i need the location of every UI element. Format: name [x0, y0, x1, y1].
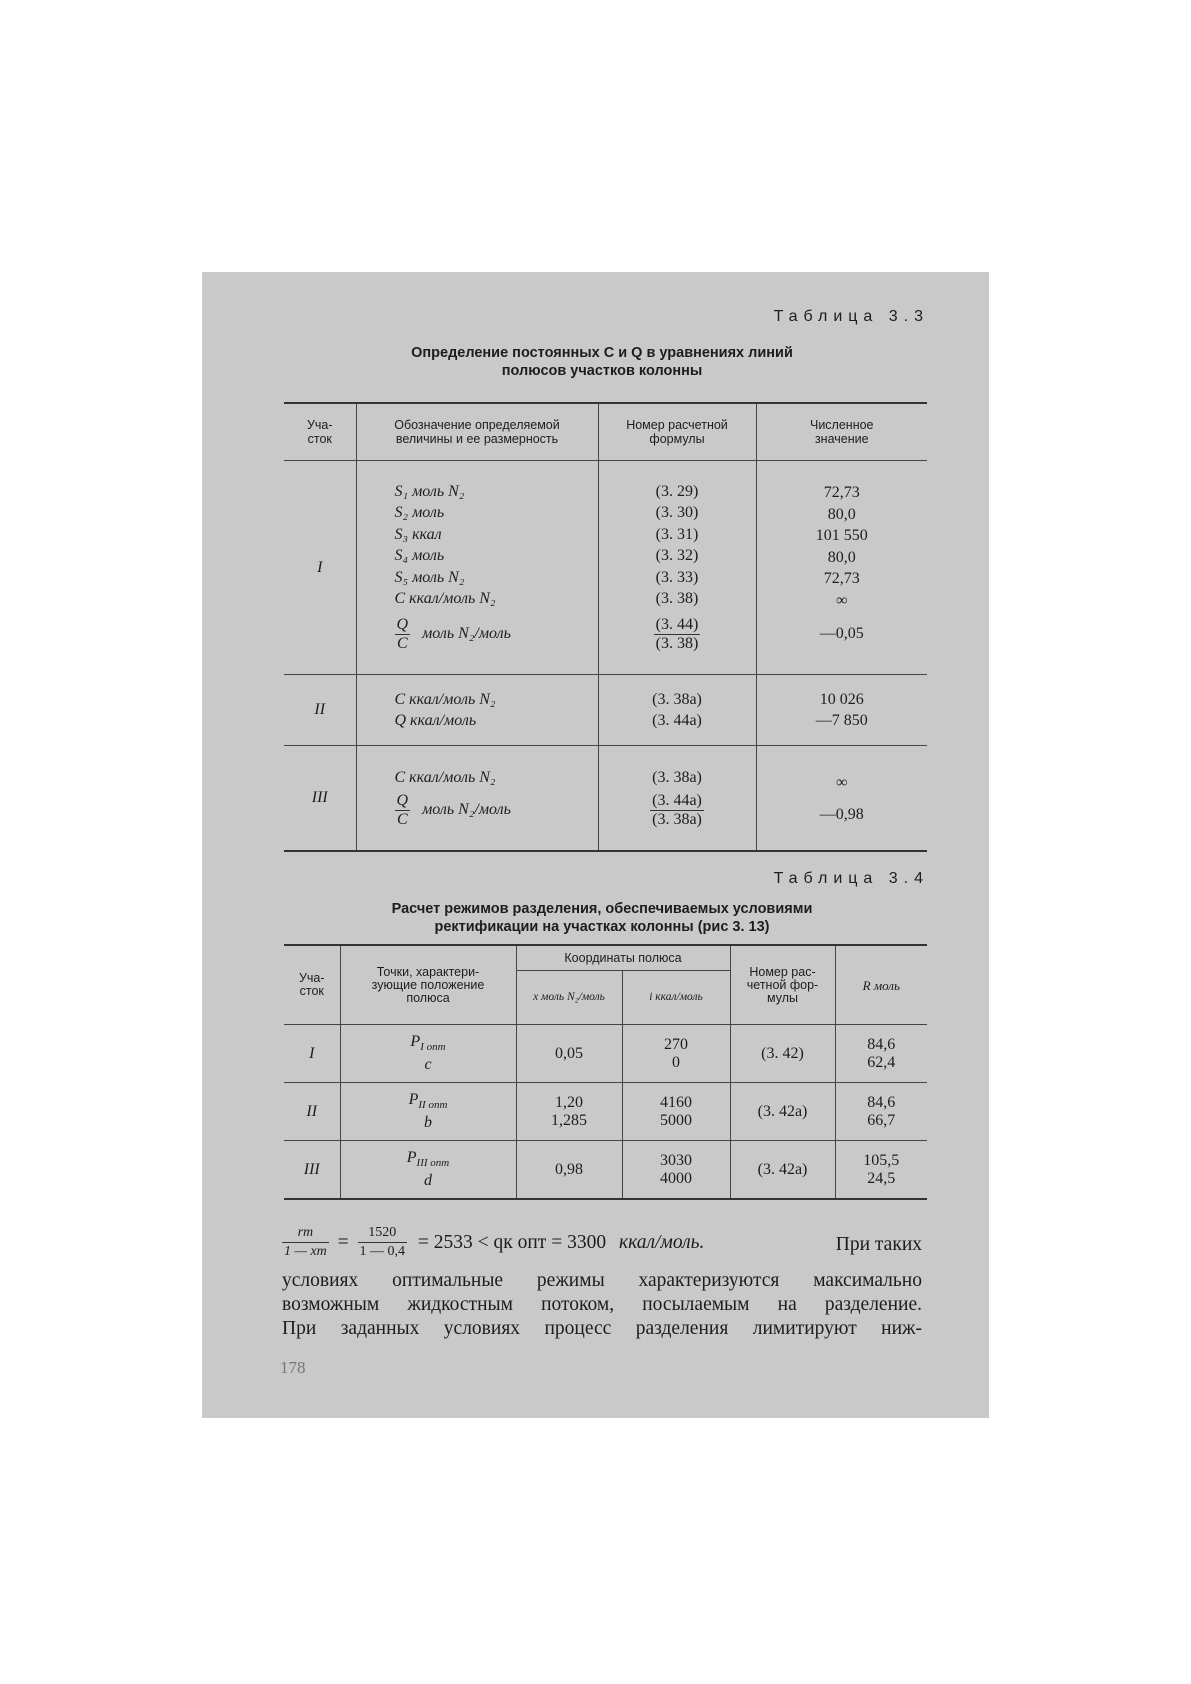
table-3-3-header	[284, 403, 927, 461]
header-value-line2: значение	[814, 432, 869, 446]
header-points-line3: полюса	[406, 990, 450, 1005]
header-quantity-line1: Обозначение определяемой	[394, 418, 560, 432]
table-row-group-ii	[284, 675, 927, 746]
header-value	[756, 403, 927, 461]
value-item: 80,0	[827, 505, 856, 523]
quantity-item: C ккал/моль N₂	[394, 768, 496, 786]
paragraph-line-3: При заданных условиях процесс разделения лимитируют ниж-	[282, 1318, 922, 1339]
pole-symbol: P	[406, 1148, 417, 1166]
i-values	[622, 1083, 730, 1141]
table-3-4-title-line1: Расчет режимов разделения, обеспечиваемых условиями	[391, 901, 813, 917]
header-quantity-line2: величины и ее размерность	[395, 432, 559, 446]
quantity-item: Q ккал/моль	[394, 712, 477, 729]
pole-point	[340, 1025, 516, 1083]
i-value: 4160	[660, 1093, 692, 1111]
i-value: 5000	[660, 1111, 692, 1129]
value-cell	[756, 461, 927, 675]
header-points	[340, 945, 516, 1025]
r-values	[835, 1141, 927, 1200]
i-values	[622, 1025, 730, 1083]
header-quantity	[356, 403, 598, 461]
paragraph-line-2: возможным жидкостным потоком, посылаемым на разделение.	[282, 1294, 922, 1315]
equation-fraction-1-num: rm	[282, 1224, 329, 1243]
formula-numerator: (3. 44)	[655, 615, 699, 633]
value-item: 80,0	[827, 548, 856, 566]
pole-subscript: II опт	[418, 1099, 448, 1112]
section-label: I	[284, 461, 356, 675]
section-label: II	[284, 1083, 340, 1141]
value-item: —7 850	[815, 712, 868, 729]
equation-rest: = 2533 < qк опт = 3300	[417, 1231, 607, 1253]
r-value: 62,4	[867, 1053, 896, 1071]
formula-denominator: (3. 38)	[655, 634, 699, 652]
header-formula-line1: Номер рас-	[749, 964, 816, 979]
quantity-item: S₄ моль	[394, 547, 445, 564]
header-r: R моль	[835, 945, 927, 1025]
section-label: III	[303, 1160, 320, 1178]
i-value: 270	[664, 1035, 688, 1053]
r-values	[835, 1083, 927, 1141]
value-item: 72,73	[823, 484, 860, 501]
equation-fraction-1	[282, 1224, 329, 1261]
formula-fraction	[654, 616, 701, 653]
pole-subscript: I опт	[420, 1041, 446, 1054]
pole-point	[340, 1141, 516, 1200]
value-fraction-row: —0,98	[819, 805, 864, 823]
fraction-unit: моль N₂/моль	[422, 624, 511, 642]
r-value: 24,5	[867, 1169, 896, 1187]
r-values	[835, 1025, 927, 1083]
value-cell	[756, 746, 927, 852]
equation-fraction-2-den: 1 — 0,4	[359, 1244, 406, 1259]
formula-item: (3. 30)	[655, 504, 699, 521]
table-row	[284, 1025, 927, 1083]
quantity-fraction-row	[395, 792, 598, 829]
quantity-item: C ккал/моль N₂	[394, 690, 496, 708]
pole-point-letter: d	[424, 1172, 432, 1190]
header-section	[284, 403, 356, 461]
value-item: 72,73	[823, 570, 860, 587]
header-section-line2: сток	[307, 432, 332, 446]
quantity-item: C ккал/моль N₂	[394, 590, 496, 607]
header-points-line1: Точки, характери-	[376, 964, 480, 979]
equation-fraction-2	[358, 1224, 408, 1261]
quantity-cell	[356, 746, 598, 852]
quantity-cell	[356, 461, 598, 675]
formula-number: (3. 42a)	[730, 1083, 835, 1141]
header-formula	[598, 403, 756, 461]
page-number: 178	[280, 1358, 306, 1377]
equation-fraction-1-den: 1 — xm	[284, 1244, 327, 1259]
quantity-fraction-row	[395, 616, 598, 653]
x-value: 0,98	[516, 1141, 622, 1200]
formula-item: (3. 31)	[655, 525, 699, 543]
table-row	[284, 1141, 927, 1200]
section-label: I	[284, 1025, 340, 1083]
value-item: ∞	[836, 774, 848, 792]
pole-subscript: III опт	[416, 1157, 450, 1170]
fraction-q-over-c	[395, 616, 411, 653]
header-x: x моль N₂/моль	[516, 971, 622, 1025]
paragraph-line-1: условиях оптимальные режимы характеризуются максимально	[282, 1270, 922, 1291]
equation-line	[282, 1224, 922, 1266]
formula-numerator: (3. 44a)	[652, 792, 702, 810]
header-value-line1: Численное	[809, 418, 874, 432]
formula-cell	[598, 461, 756, 675]
pole-symbol: P	[410, 1032, 421, 1050]
pole-symbol: P	[408, 1090, 419, 1108]
header-formula-line2: формулы	[649, 432, 705, 446]
i-values	[622, 1141, 730, 1200]
equation-equals: =	[337, 1231, 349, 1253]
x-values	[516, 1083, 622, 1141]
formula-fraction-row	[599, 792, 756, 829]
formula-item: (3. 33)	[655, 568, 699, 586]
table-3-3-title	[282, 344, 922, 380]
r-value: 84,6	[867, 1035, 896, 1053]
x-value: 0,05	[516, 1025, 622, 1083]
header-formula-line1: Номер расчетной	[626, 418, 728, 432]
header-formula-line2: четной фор-	[746, 977, 819, 992]
header-i: i ккал/моль	[622, 971, 730, 1025]
fraction-denominator: C	[396, 634, 408, 652]
fraction-q-over-c	[395, 792, 411, 829]
table-3-3	[284, 402, 927, 852]
table-3-4-header	[284, 945, 927, 971]
i-value: 0	[672, 1053, 680, 1071]
table-row-group-iii	[284, 746, 927, 852]
formula-cell	[598, 675, 756, 746]
header-formula-line3: мулы	[767, 990, 798, 1005]
quantity-cell	[356, 675, 598, 746]
value-item: 10 026	[819, 690, 864, 708]
table-3-4-title-line2: ректификации на участках колонны (рис 3. 13)	[434, 919, 770, 935]
fraction-denominator: C	[396, 811, 408, 829]
fraction-unit: моль N₂/моль	[422, 801, 511, 819]
formula-item: (3. 44a)	[652, 712, 702, 729]
quantity-item: S₅ моль N₂	[394, 568, 465, 586]
value-item: ∞	[836, 591, 848, 609]
header-formula	[730, 945, 835, 1025]
table-3-3-caption: Таблица 3.3	[773, 308, 929, 325]
value-fraction-row: —0,05	[819, 625, 864, 642]
formula-item: (3. 38a)	[652, 768, 702, 786]
formula-denominator: (3. 38a)	[652, 811, 702, 829]
formula-number: (3. 42)	[730, 1025, 835, 1083]
header-section	[284, 945, 340, 1025]
formula-item: (3. 38)	[655, 590, 699, 607]
table-3-3-title-line2: полюсов участков колонны	[501, 363, 703, 379]
fraction-numerator: Q	[396, 615, 409, 633]
x-value: 1,20	[555, 1093, 583, 1111]
table-3-3-title-line1: Определение постоянных C и Q в уравнениях линий	[411, 345, 793, 361]
fraction-numerator: Q	[396, 792, 409, 810]
table-3-4-title	[282, 900, 922, 936]
header-points-line2: зующие положение	[371, 977, 485, 992]
r-value: 84,6	[867, 1093, 896, 1111]
equation-unit: ккал/моль.	[618, 1231, 705, 1253]
formula-number: (3. 42a)	[730, 1141, 835, 1200]
quantity-item: S₂ моль	[394, 504, 445, 521]
header-section-line2: сток	[299, 984, 324, 998]
i-value: 4000	[660, 1169, 692, 1187]
quantity-item: S₁ моль N₂	[394, 482, 465, 500]
formula-cell	[598, 746, 756, 852]
formula-fraction-row	[599, 616, 756, 653]
section-label: II	[284, 675, 356, 746]
formula-fraction	[650, 792, 704, 829]
formula-item: (3. 32)	[655, 547, 699, 564]
table-3-4-caption: Таблица 3.4	[773, 870, 929, 887]
table-3-4	[284, 944, 927, 1200]
header-coordinates: Координаты полюса	[516, 945, 730, 971]
formula-item: (3. 29)	[655, 482, 699, 500]
r-value: 105,5	[863, 1151, 900, 1169]
pole-point	[340, 1083, 516, 1141]
pole-point-letter: b	[424, 1114, 432, 1132]
i-value: 3030	[660, 1151, 692, 1169]
formula-item: (3. 38a)	[652, 690, 702, 708]
section-label: III	[311, 789, 328, 806]
pole-point-letter: c	[424, 1056, 432, 1074]
table-row	[284, 1083, 927, 1141]
header-section-line1: Уча-	[306, 418, 333, 432]
header-section-line1: Уча-	[298, 971, 325, 985]
table-row-group-i	[284, 461, 927, 675]
value-item: 101 550	[815, 527, 868, 544]
value-cell	[756, 675, 927, 746]
scanned-page	[202, 272, 989, 1418]
equation-tail: При таких	[835, 1234, 922, 1255]
x-value: 1,285	[551, 1111, 587, 1129]
equation-fraction-2-num: 1520	[358, 1224, 408, 1243]
quantity-item: S₃ ккал	[394, 525, 442, 543]
r-value: 66,7	[867, 1111, 896, 1129]
